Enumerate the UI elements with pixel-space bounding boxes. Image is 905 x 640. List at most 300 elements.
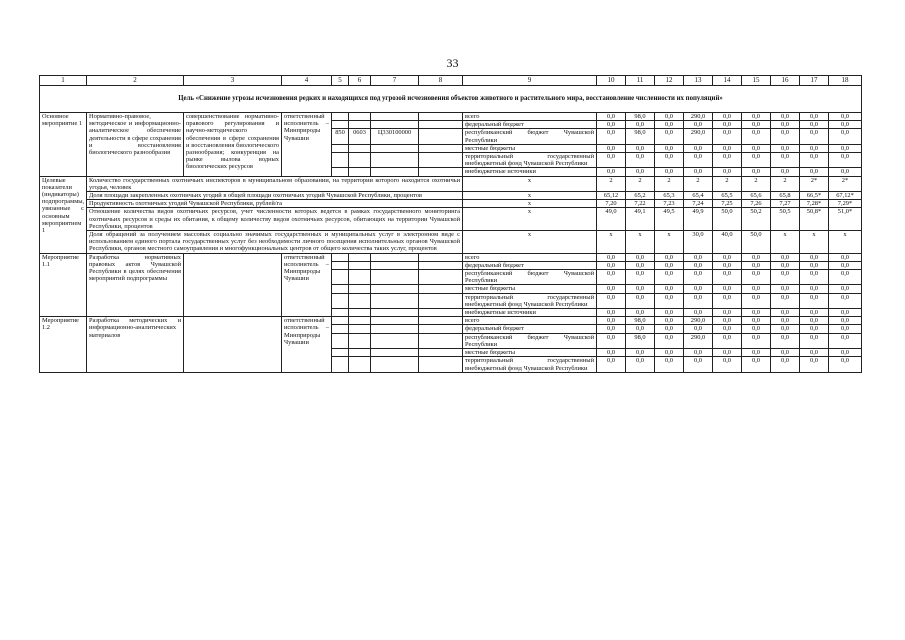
code-empty — [349, 285, 371, 293]
funding-value: 0,0 — [684, 285, 713, 293]
funding-value: 0,0 — [597, 285, 626, 293]
page-number: 33 — [446, 56, 459, 70]
funding-value: 0,0 — [771, 113, 800, 121]
funding-value: 0,0 — [829, 293, 862, 308]
code-empty — [419, 317, 463, 325]
funding-value: 0,0 — [800, 121, 829, 129]
column-header: 11 — [626, 76, 655, 86]
funding-value: 0,0 — [713, 113, 742, 121]
indicator-value: x — [655, 231, 684, 254]
funding-value: 0,0 — [597, 113, 626, 121]
indicator-value: 49,0 — [597, 208, 626, 231]
column-header: 10 — [597, 76, 626, 86]
code-empty — [419, 333, 463, 348]
indicator-value: 65,8 — [771, 192, 800, 200]
funding-value: 0,0 — [597, 293, 626, 308]
funding-value: 98,0 — [626, 317, 655, 325]
code-empty — [419, 153, 463, 168]
funding-value: 0,0 — [626, 357, 655, 372]
funding-value: 0,0 — [800, 253, 829, 261]
indicator-value: x — [800, 231, 829, 254]
indicator-value: 2 — [684, 176, 713, 191]
funding-value: 0,0 — [684, 309, 713, 317]
funding-value: 0,0 — [713, 121, 742, 129]
funding-value: 0,0 — [655, 317, 684, 325]
funding-value: 0,0 — [800, 113, 829, 121]
indicator-value: 65,5 — [713, 192, 742, 200]
funding-value: 0,0 — [655, 357, 684, 372]
funding-source: республиканский бюджет Чувашской Республики — [463, 129, 597, 144]
code-empty — [419, 309, 463, 317]
funding-value: 0,0 — [742, 270, 771, 285]
table-row — [40, 176, 862, 191]
indicator-value: 50,2 — [742, 208, 771, 231]
funding-value: 0,0 — [771, 153, 800, 168]
funding-value: 0,0 — [626, 325, 655, 333]
code-empty — [419, 261, 463, 269]
column-header: 12 — [655, 76, 684, 86]
funding-value: 0,0 — [771, 168, 800, 176]
goal-title: Цель «Снижение угрозы исчезновения редких и находящихся под угрозой исчезновения объектов животного и растительного мира, восстановление численности их популяций» — [40, 86, 862, 113]
code-empty — [349, 121, 371, 129]
funding-value: 0,0 — [771, 253, 800, 261]
table-row — [40, 208, 862, 231]
funding-value: 0,0 — [626, 349, 655, 357]
funding-source: местные бюджеты — [463, 144, 597, 152]
funding-value: 0,0 — [800, 261, 829, 269]
funding-value: 0,0 — [655, 349, 684, 357]
indicator-value: 7,24 — [684, 200, 713, 208]
funding-value: 0,0 — [713, 325, 742, 333]
indicator-value: 7,22 — [626, 200, 655, 208]
indicator-value: 50,0 — [742, 231, 771, 254]
code-empty — [332, 357, 349, 372]
funding-value: 0,0 — [684, 261, 713, 269]
funding-value: 0,0 — [597, 129, 626, 144]
code-empty — [371, 261, 419, 269]
funding-value: 0,0 — [655, 253, 684, 261]
indicator-name: Продуктивность охотничьих угодий Чувашской Республики, рублей/га — [87, 200, 463, 208]
funding-value: 0,0 — [829, 309, 862, 317]
code-empty — [419, 144, 463, 152]
code-empty — [332, 309, 349, 317]
funding-value: 0,0 — [655, 325, 684, 333]
indicator-value: 7,23 — [655, 200, 684, 208]
indicator-value: 7,25 — [713, 200, 742, 208]
column-header: 16 — [771, 76, 800, 86]
funding-value: 0,0 — [771, 357, 800, 372]
code-empty — [349, 270, 371, 285]
code-empty — [371, 293, 419, 308]
funding-value: 0,0 — [771, 129, 800, 144]
funding-value: 0,0 — [829, 357, 862, 372]
indicator-x: x — [463, 200, 597, 208]
funding-value: 0,0 — [771, 293, 800, 308]
measure-name: Разработка нормативных правовых актов Чувашской Республики в целях обеспечения мероприятий подпрограммы — [87, 253, 184, 317]
program-table — [39, 75, 862, 373]
code-empty — [419, 270, 463, 285]
measure-title: Мероприятие 1.1 — [40, 253, 87, 317]
code-grbs: 850 — [332, 129, 349, 144]
column-header: 5 — [332, 76, 349, 86]
funding-value: 0,0 — [742, 349, 771, 357]
table-row — [40, 317, 862, 325]
measure-goal — [184, 253, 282, 317]
code-empty — [371, 270, 419, 285]
funding-source: территориальный государственный внебюджетный фонд Чувашской Республики — [463, 293, 597, 308]
indicator-value: 30,0 — [684, 231, 713, 254]
funding-value: 0,0 — [626, 261, 655, 269]
funding-value: 0,0 — [626, 144, 655, 152]
indicator-value: 2 — [626, 176, 655, 191]
indicator-value: x — [626, 231, 655, 254]
funding-value: 0,0 — [800, 153, 829, 168]
code-empty — [349, 293, 371, 308]
funding-value: 0,0 — [713, 293, 742, 308]
indicator-name: Доля площади закрепленных охотничьих угодий в общей площади охотничьих угодий Чувашской Республики, процентов — [87, 192, 463, 200]
code-empty — [371, 317, 419, 325]
code-empty — [332, 317, 349, 325]
indicator-name: Доля обращений за получением массовых социально значимых государственных и муниципальных услуг в электронном виде с использованием единого портала государственных услуг без необходимости личного посещения исполнительных органов Чувашской Республики, органов местного самоуправления и многофункциональных центров от общего количества таких услуг, процентов — [87, 231, 463, 254]
code-empty — [332, 153, 349, 168]
funding-value: 0,0 — [829, 113, 862, 121]
funding-value: 0,0 — [829, 285, 862, 293]
code-empty — [371, 153, 419, 168]
indicator-value: 50,8* — [800, 208, 829, 231]
code-empty — [371, 309, 419, 317]
funding-source: местные бюджеты — [463, 349, 597, 357]
funding-value: 0,0 — [713, 317, 742, 325]
indicator-x: x — [463, 208, 597, 231]
funding-value: 0,0 — [742, 293, 771, 308]
funding-source: республиканский бюджет Чувашской Республики — [463, 333, 597, 348]
funding-value: 0,0 — [713, 270, 742, 285]
funding-value: 0,0 — [742, 144, 771, 152]
code-empty — [419, 293, 463, 308]
funding-value: 0,0 — [684, 270, 713, 285]
funding-value: 0,0 — [626, 285, 655, 293]
column-header: 2 — [87, 76, 184, 86]
indicator-value: 67,12* — [829, 192, 862, 200]
funding-value: 0,0 — [800, 357, 829, 372]
column-header: 6 — [349, 76, 371, 86]
code-empty — [332, 325, 349, 333]
funding-value: 0,0 — [597, 261, 626, 269]
code-empty — [371, 121, 419, 129]
funding-value: 98,0 — [626, 113, 655, 121]
funding-value: 0,0 — [597, 317, 626, 325]
code-empty — [349, 357, 371, 372]
code-empty — [349, 317, 371, 325]
funding-value: 0,0 — [655, 144, 684, 152]
code-empty — [419, 253, 463, 261]
column-header: 15 — [742, 76, 771, 86]
indicator-x: x — [463, 231, 597, 254]
funding-value: 0,0 — [800, 129, 829, 144]
funding-value: 0,0 — [800, 309, 829, 317]
code-empty — [349, 261, 371, 269]
code-empty — [419, 357, 463, 372]
measure-goal: совершенствование нормативно-правового регулирования и научно-методического обеспечения в сфере сохранения и восстановления биологического разнообразия; конкуренция на рынке вылова водных биологических ресурсов — [184, 113, 282, 177]
funding-value: 0,0 — [829, 325, 862, 333]
funding-value: 0,0 — [684, 121, 713, 129]
funding-value: 0,0 — [597, 144, 626, 152]
funding-value: 0,0 — [655, 261, 684, 269]
code-empty — [349, 113, 371, 121]
code-empty — [419, 121, 463, 129]
funding-value: 98,0 — [626, 129, 655, 144]
code-empty — [349, 168, 371, 176]
indicator-value: 49,5 — [655, 208, 684, 231]
indicator-value: 2 — [597, 176, 626, 191]
funding-value: 0,0 — [597, 333, 626, 348]
funding-value: 0,0 — [771, 309, 800, 317]
funding-value: 0,0 — [742, 317, 771, 325]
funding-value: 0,0 — [771, 144, 800, 152]
table-row — [40, 231, 862, 254]
funding-value: 290,0 — [684, 317, 713, 325]
funding-value: 0,0 — [713, 349, 742, 357]
funding-value: 0,0 — [684, 144, 713, 152]
indicator-value: 2 — [771, 176, 800, 191]
indicator-value: 50,0 — [713, 208, 742, 231]
code-empty — [371, 349, 419, 357]
code-vr — [419, 129, 463, 144]
funding-value: 0,0 — [742, 168, 771, 176]
code-empty — [349, 253, 371, 261]
funding-value: 0,0 — [771, 349, 800, 357]
measure-title: Основное мероприятие 1 — [40, 113, 87, 177]
funding-value: 0,0 — [713, 357, 742, 372]
funding-value: 0,0 — [800, 270, 829, 285]
code-empty — [371, 113, 419, 121]
funding-value: 0,0 — [684, 325, 713, 333]
funding-value: 0,0 — [800, 317, 829, 325]
code-csr: Ц330100000 — [371, 129, 419, 144]
code-empty — [349, 153, 371, 168]
funding-source: внебюджетные источники — [463, 168, 597, 176]
indicator-value: 7,20 — [597, 200, 626, 208]
funding-value: 0,0 — [771, 261, 800, 269]
code-empty — [349, 325, 371, 333]
funding-value: 0,0 — [626, 153, 655, 168]
funding-value: 0,0 — [655, 285, 684, 293]
code-empty — [332, 121, 349, 129]
code-empty — [371, 168, 419, 176]
funding-value: 0,0 — [829, 253, 862, 261]
funding-value: 0,0 — [655, 168, 684, 176]
funding-value: 0,0 — [597, 325, 626, 333]
funding-value: 0,0 — [771, 325, 800, 333]
column-header: 9 — [463, 76, 597, 86]
funding-value: 0,0 — [771, 270, 800, 285]
funding-value: 0,0 — [742, 153, 771, 168]
code-empty — [371, 144, 419, 152]
indicator-value: 2 — [655, 176, 684, 191]
funding-source: федеральный бюджет — [463, 325, 597, 333]
indicator-value: 2* — [829, 176, 862, 191]
funding-value: 0,0 — [742, 113, 771, 121]
code-empty — [332, 144, 349, 152]
code-empty — [371, 253, 419, 261]
funding-source: федеральный бюджет — [463, 261, 597, 269]
indicator-value: 7,26 — [742, 200, 771, 208]
table-row — [40, 253, 862, 261]
funding-value: 0,0 — [800, 144, 829, 152]
indicator-value: x — [597, 231, 626, 254]
indicator-value: 65,4 — [684, 192, 713, 200]
funding-value: 0,0 — [742, 325, 771, 333]
table-body — [40, 76, 862, 373]
funding-value: 0,0 — [655, 293, 684, 308]
funding-value: 0,0 — [655, 129, 684, 144]
funding-value: 0,0 — [829, 129, 862, 144]
funding-value: 0,0 — [829, 121, 862, 129]
funding-value: 0,0 — [597, 357, 626, 372]
code-empty — [332, 261, 349, 269]
funding-value: 0,0 — [655, 333, 684, 348]
funding-value: 290,0 — [684, 113, 713, 121]
indicator-name: Количество государственных охотничьих инспекторов в муниципальном образовании, на территории которого находится охотничьи угодья, человек — [87, 176, 463, 191]
funding-value: 0,0 — [742, 129, 771, 144]
indicator-x: x — [463, 192, 597, 200]
indicator-value: 65,3 — [655, 192, 684, 200]
indicator-value: 65,2 — [626, 192, 655, 200]
funding-value: 0,0 — [684, 293, 713, 308]
column-header: 17 — [800, 76, 829, 86]
funding-value: 98,0 — [626, 333, 655, 348]
funding-value: 0,0 — [684, 253, 713, 261]
funding-source: всего — [463, 253, 597, 261]
funding-value: 0,0 — [800, 333, 829, 348]
funding-value: 0,0 — [829, 349, 862, 357]
funding-value: 0,0 — [626, 168, 655, 176]
funding-value: 0,0 — [800, 325, 829, 333]
funding-source: всего — [463, 113, 597, 121]
funding-value: 0,0 — [800, 293, 829, 308]
funding-source: территориальный государственный внебюджетный фонд Чувашской Республики — [463, 357, 597, 372]
program-table-wrap — [39, 75, 860, 373]
funding-value: 0,0 — [713, 144, 742, 152]
funding-value: 0,0 — [742, 357, 771, 372]
column-header: 1 — [40, 76, 87, 86]
indicator-value: 40,0 — [713, 231, 742, 254]
indicator-value: 2 — [742, 176, 771, 191]
code-empty — [349, 349, 371, 357]
funding-value: 0,0 — [684, 357, 713, 372]
funding-value: 0,0 — [829, 168, 862, 176]
funding-value: 0,0 — [800, 168, 829, 176]
code-empty — [332, 270, 349, 285]
funding-source: республиканский бюджет Чувашской Республики — [463, 270, 597, 285]
code-empty — [332, 293, 349, 308]
funding-source: территориальный государственный внебюджетный фонд Чувашской Республики — [463, 153, 597, 168]
funding-value: 0,0 — [829, 153, 862, 168]
funding-value: 0,0 — [626, 270, 655, 285]
funding-value: 0,0 — [829, 317, 862, 325]
funding-value: 0,0 — [684, 168, 713, 176]
column-header: 8 — [419, 76, 463, 86]
indicator-name: Отношение количества видов охотничьих ресурсов, учет численности которых ведется в рамках государственного мониторинга охотничьих ресурсов и среды их обитания, к общему количеству видов охотничьих ресурсов, обитающих на территории Чувашской Республики, процентов — [87, 208, 463, 231]
column-header: 4 — [282, 76, 332, 86]
funding-value: 0,0 — [655, 153, 684, 168]
code-empty — [371, 285, 419, 293]
code-empty — [419, 285, 463, 293]
code-empty — [419, 113, 463, 121]
column-header: 18 — [829, 76, 862, 86]
indicator-value: x — [771, 231, 800, 254]
funding-value: 0,0 — [771, 121, 800, 129]
funding-source: федеральный бюджет — [463, 121, 597, 129]
indicator-x: x — [463, 176, 597, 191]
funding-value: 0,0 — [829, 261, 862, 269]
funding-source: всего — [463, 317, 597, 325]
indicator-value: 49,9 — [684, 208, 713, 231]
funding-value: 0,0 — [742, 333, 771, 348]
code-empty — [332, 168, 349, 176]
table-row — [40, 76, 862, 86]
funding-value: 0,0 — [713, 261, 742, 269]
indicator-value: 66,5* — [800, 192, 829, 200]
funding-value: 0,0 — [597, 309, 626, 317]
measure-executor: ответственный исполнитель – Минприроды Чувашии — [282, 253, 332, 317]
funding-value: 0,0 — [655, 121, 684, 129]
column-header: 13 — [684, 76, 713, 86]
code-empty — [332, 349, 349, 357]
funding-value: 0,0 — [713, 153, 742, 168]
indicator-value: 51,0* — [829, 208, 862, 231]
funding-value: 0,0 — [597, 270, 626, 285]
code-empty — [332, 333, 349, 348]
indicator-value: 2 — [713, 176, 742, 191]
funding-value: 290,0 — [684, 333, 713, 348]
column-header: 7 — [371, 76, 419, 86]
funding-value: 0,0 — [626, 121, 655, 129]
funding-value: 0,0 — [742, 285, 771, 293]
code-empty — [332, 285, 349, 293]
funding-value: 0,0 — [800, 349, 829, 357]
code-empty — [371, 357, 419, 372]
funding-value: 0,0 — [742, 253, 771, 261]
code-empty — [332, 113, 349, 121]
funding-value: 0,0 — [597, 253, 626, 261]
indicator-value: 7,29* — [829, 200, 862, 208]
funding-value: 0,0 — [713, 333, 742, 348]
code-razdel: 0603 — [349, 129, 371, 144]
funding-value: 0,0 — [626, 253, 655, 261]
funding-value: 0,0 — [829, 144, 862, 152]
code-empty — [332, 253, 349, 261]
funding-value: 290,0 — [684, 129, 713, 144]
table-row — [40, 86, 862, 113]
indicator-value: 49,1 — [626, 208, 655, 231]
table-row — [40, 192, 862, 200]
code-empty — [419, 325, 463, 333]
funding-source: местные бюджеты — [463, 285, 597, 293]
funding-value: 0,0 — [597, 168, 626, 176]
indicator-value: 50,5 — [771, 208, 800, 231]
funding-source: внебюджетные источники — [463, 309, 597, 317]
funding-value: 0,0 — [713, 285, 742, 293]
funding-value: 0,0 — [713, 253, 742, 261]
code-empty — [349, 309, 371, 317]
indicator-value: 65,12 — [597, 192, 626, 200]
funding-value: 0,0 — [684, 349, 713, 357]
funding-value: 0,0 — [655, 309, 684, 317]
code-empty — [349, 144, 371, 152]
funding-value: 0,0 — [655, 113, 684, 121]
funding-value: 0,0 — [597, 121, 626, 129]
